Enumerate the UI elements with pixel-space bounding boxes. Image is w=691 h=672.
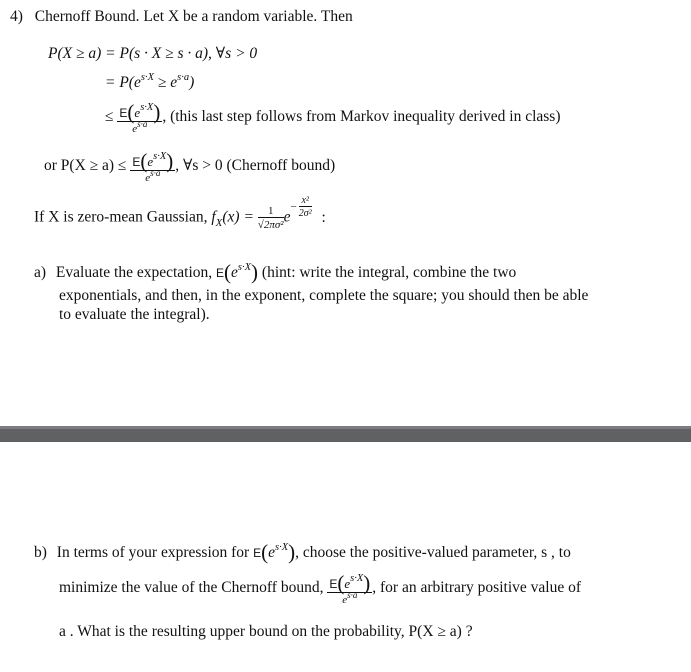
part-b-line-3: a . What is the resulting upper bound on the probability, P(X ≥ a) ? (59, 623, 473, 640)
problem-header (10, 8, 353, 26)
gaussian-exponent: − $\frac{\text{x²}}{\text{2σ²}}$ (290, 194, 312, 219)
derivation-line-2: = $P(e^{s\cdot X} \ge e^{s\cdot a})$ (105, 72, 195, 91)
part-b-chernoff-fraction: $\frac{E(e^{s\cdot X})}{e^{s\cdot a}}$ (329, 571, 371, 606)
part-a-line-2: exponentials, and then, in the exponent, complete the square; you should then be able (59, 287, 589, 304)
problem-number: 4) (10, 8, 23, 25)
markov-comment: , (this last step follows from Markov inequality derived in class) (162, 108, 561, 126)
part-b-label: b) (34, 544, 47, 561)
derivation-line-1: P(X ≥ a) = P(s · X ≥ s · a), ∀s > 0 (48, 45, 258, 62)
part-b-line-1: b) In terms of your expression for $E(e^{s\cdot X})$, choose the positive-valued parameter, s , to (34, 540, 571, 564)
chernoff-bound-suffix: , ∀s > 0 (Chernoff bound) (175, 157, 336, 175)
part-a-line-1: a) Evaluate the expectation, $E(e^{s\cdot X})$ (hint: write the integral, combine the two (34, 260, 517, 284)
gaussian-prefix: If X is zero-mean Gaussian, (34, 208, 212, 226)
gaussian-normalizer: $\frac{1}{\text{√2πσ²}}$ (257, 205, 284, 231)
chernoff-bound-prefix: or P(X ≥ a) ≤ (44, 157, 127, 175)
chernoff-fraction: $\frac{E(e^{s\cdot X})}{e^{s\cdot a}}$ (132, 149, 174, 184)
problem-title: Chernoff Bound. Let X be a random variable. Then (34, 8, 353, 25)
part-b-line-2: minimize the value of the Chernoff bound, $\frac{E(e^{s\cdot X})}{e^{s\cdot a}}$ , for an arbitrary positive value of (59, 571, 581, 606)
expectation-fraction: $\frac{E(e^{s\cdot X})}{e^{s\cdot a}}$ (119, 100, 161, 135)
part-a-line-3: to evaluate the integral). (59, 306, 210, 323)
gaussian-pdf-line: If X is zero-mean Gaussian, $f_X(x)$ = $\frac{1}{\text{√2πσ²}}$ e − $\frac{\text{x²}}{\text{2σ²}}$ : (34, 194, 326, 231)
part-a-label: a) (34, 264, 47, 281)
page-divider (0, 426, 691, 442)
derivation-line-3 (105, 100, 561, 135)
less-equal-symbol: ≤ (105, 108, 114, 126)
chernoff-bound-line (44, 149, 335, 184)
